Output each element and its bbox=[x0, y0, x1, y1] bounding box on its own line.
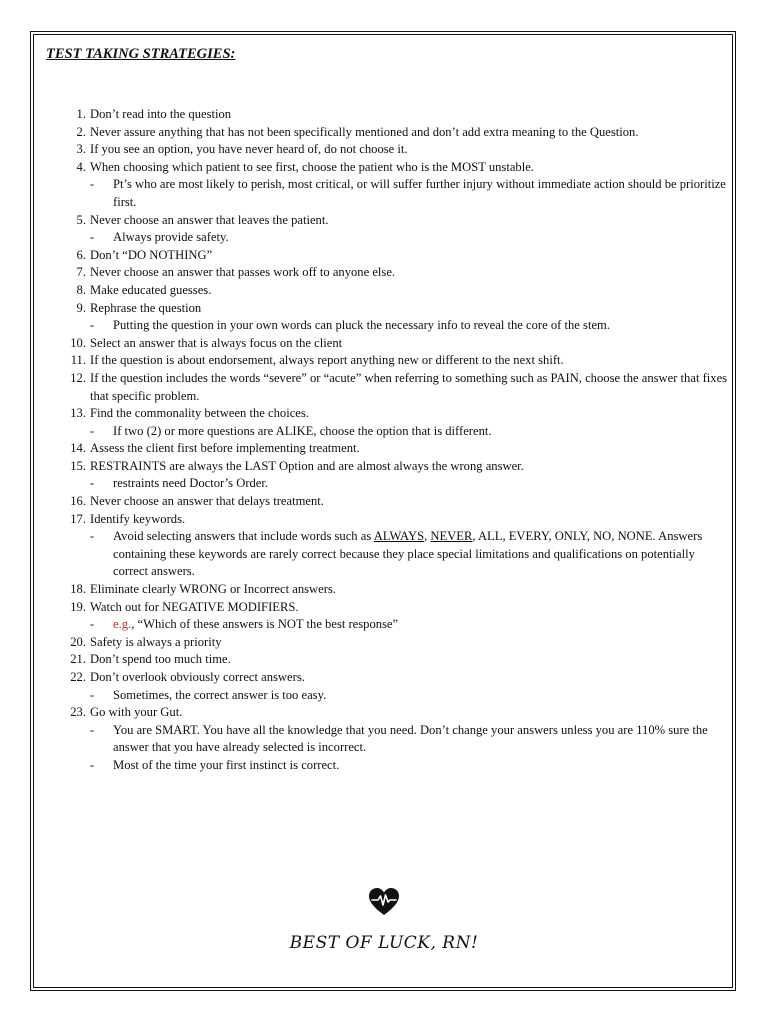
item-number: 20. bbox=[70, 634, 86, 649]
item-text: Select an answer that is always focus on the client bbox=[90, 335, 343, 350]
list-item bbox=[0, 141, 768, 159]
item-text: Don’t “DO NOTHING” bbox=[90, 247, 213, 262]
item-number: 13. bbox=[70, 406, 86, 421]
item-number: 3. bbox=[76, 142, 86, 157]
dash-bullet: - bbox=[90, 617, 95, 632]
list-item bbox=[0, 159, 768, 177]
sub-item-text: , “Which of these answers is NOT the best response” bbox=[131, 617, 399, 632]
strategy-list bbox=[0, 106, 768, 775]
sub-item-text: , bbox=[424, 529, 431, 544]
dash-bullet: - bbox=[90, 687, 95, 702]
sub-item bbox=[0, 757, 768, 775]
dash-bullet: - bbox=[90, 177, 95, 192]
sub-item-text: You are SMART. You have all the knowledge that you need. Don’t change your answers unless you are 110% sure the answer that you have already selected is incorrect. bbox=[113, 722, 708, 755]
item-number: 7. bbox=[76, 265, 86, 280]
item-text: Rephrase the question bbox=[90, 300, 202, 315]
sub-item bbox=[0, 229, 768, 247]
sub-item bbox=[0, 317, 768, 335]
item-text: Go with your Gut. bbox=[90, 705, 183, 720]
dash-bullet: - bbox=[90, 230, 95, 245]
item-text: Don’t overlook obviously correct answers. bbox=[90, 670, 305, 684]
item-number: 8. bbox=[76, 282, 86, 297]
item-text: Never choose an answer that delays treatment. bbox=[90, 494, 324, 509]
list-item bbox=[0, 651, 768, 669]
item-number: 9. bbox=[76, 300, 86, 315]
sub-item bbox=[0, 687, 768, 705]
list-item bbox=[0, 352, 768, 370]
item-number: 1. bbox=[76, 107, 86, 121]
list-item bbox=[0, 247, 768, 265]
dash-bullet: - bbox=[90, 423, 95, 438]
item-number: 4. bbox=[76, 159, 86, 174]
item-number: 6. bbox=[76, 247, 86, 262]
item-number: 16. bbox=[70, 494, 86, 509]
list-item bbox=[0, 264, 768, 282]
item-number: 19. bbox=[70, 599, 86, 614]
item-number: 21. bbox=[70, 652, 86, 667]
sub-item bbox=[0, 423, 768, 441]
item-text: Don’t read into the question bbox=[90, 107, 232, 121]
sub-item-text: restraints need Doctor’s Order. bbox=[113, 476, 269, 491]
item-number: 2. bbox=[76, 124, 86, 139]
list-item bbox=[0, 599, 768, 617]
sub-item bbox=[0, 722, 768, 757]
item-text: Never choose an answer that leaves the patient. bbox=[90, 212, 329, 227]
item-number: 22. bbox=[70, 670, 86, 684]
list-item bbox=[0, 370, 768, 405]
list-item bbox=[0, 669, 768, 687]
dash-bullet: - bbox=[90, 476, 95, 491]
list-item bbox=[0, 212, 768, 230]
list-item bbox=[0, 282, 768, 300]
keyword-underlined: ALWAYS bbox=[373, 529, 425, 544]
item-text: Safety is always a priority bbox=[90, 634, 222, 649]
item-number: 17. bbox=[70, 511, 86, 526]
list-item bbox=[0, 458, 768, 476]
item-number: 23. bbox=[70, 705, 86, 720]
item-text: Identify keywords. bbox=[90, 511, 186, 526]
sub-item-text: Putting the question in your own words can pluck the necessary info to reveal the core of the stem. bbox=[113, 318, 610, 333]
list-item bbox=[0, 405, 768, 423]
dash-bullet: - bbox=[90, 318, 95, 333]
page-title: TEST TAKING STRATEGIES: bbox=[46, 46, 236, 62]
sub-item bbox=[0, 616, 768, 634]
item-number: 12. bbox=[70, 370, 86, 385]
sub-item-text: Sometimes, the correct answer is too easy. bbox=[113, 687, 327, 702]
item-text: Make educated guesses. bbox=[90, 282, 212, 297]
sub-item-text: Most of the time your first instinct is correct. bbox=[113, 757, 340, 772]
item-text: Don’t spend too much time. bbox=[90, 652, 231, 667]
list-item bbox=[0, 581, 768, 599]
list-item bbox=[0, 300, 768, 318]
list-item bbox=[0, 124, 768, 142]
item-number: 5. bbox=[76, 212, 86, 227]
dash-bullet: - bbox=[90, 529, 95, 544]
item-text: When choosing which patient to see first, choose the patient who is the MOST unstable. bbox=[90, 159, 534, 174]
item-number: 14. bbox=[70, 441, 86, 456]
item-number: 18. bbox=[70, 582, 86, 597]
closing-message: BEST OF LUCK, RN! bbox=[289, 933, 479, 953]
list-item bbox=[0, 493, 768, 511]
item-text: Eliminate clearly WRONG or Incorrect answers. bbox=[90, 582, 336, 597]
sub-item-text: Always provide safety. bbox=[113, 230, 229, 245]
list-item bbox=[0, 106, 768, 124]
item-number: 10. bbox=[70, 335, 86, 350]
item-text: Watch out for NEGATIVE MODIFIERS. bbox=[90, 599, 299, 614]
item-text: Find the commonality between the choices. bbox=[90, 406, 309, 421]
item-text: Never choose an answer that passes work off to anyone else. bbox=[90, 265, 396, 280]
list-item bbox=[0, 634, 768, 652]
sub-item-text: Pt’s who are most likely to perish, most critical, or will suffer further injury without immediate action should be prioritize first. bbox=[113, 177, 726, 209]
item-text: Never assure anything that has not been specifically mentioned and don’t add extra meaning to the Question. bbox=[90, 124, 639, 139]
item-text: If you see an option, you have never heard of, do not choose it. bbox=[90, 142, 408, 157]
example-label: e.g. bbox=[113, 617, 132, 632]
list-item bbox=[0, 511, 768, 529]
item-number: 15. bbox=[70, 458, 86, 473]
item-number: 11. bbox=[70, 353, 86, 368]
sub-item-text: Avoid selecting answers that include words such as bbox=[113, 529, 374, 544]
sub-item-text: , ALL, EVERY, ONLY, NO, NONE. Answers containing these keywords are rarely correct because they place special limitations and qualifications on potentially correct answers. bbox=[113, 529, 703, 579]
sub-item bbox=[0, 528, 768, 581]
list-item bbox=[0, 440, 768, 458]
item-text: If the question is about endorsement, always report anything new or different to the next shift. bbox=[90, 353, 564, 368]
list-item bbox=[0, 335, 768, 353]
list-item bbox=[0, 704, 768, 722]
sub-item bbox=[0, 176, 768, 211]
dash-bullet: - bbox=[90, 757, 95, 772]
dash-bullet: - bbox=[90, 722, 95, 737]
heart-heartbeat-icon bbox=[369, 888, 399, 916]
sub-item-text: If two (2) or more questions are ALIKE, choose the option that is different. bbox=[113, 423, 492, 438]
item-text: If the question includes the words “severe” or “acute” when referring to something such as PAIN, choose the answer that fixes that specific problem. bbox=[90, 370, 728, 403]
keyword-underlined: NEVER bbox=[430, 529, 473, 544]
item-text: Assess the client first before implementing treatment. bbox=[90, 441, 360, 456]
item-text: RESTRAINTS are always the LAST Option and are almost always the wrong answer. bbox=[90, 458, 524, 473]
sub-item bbox=[0, 475, 768, 493]
